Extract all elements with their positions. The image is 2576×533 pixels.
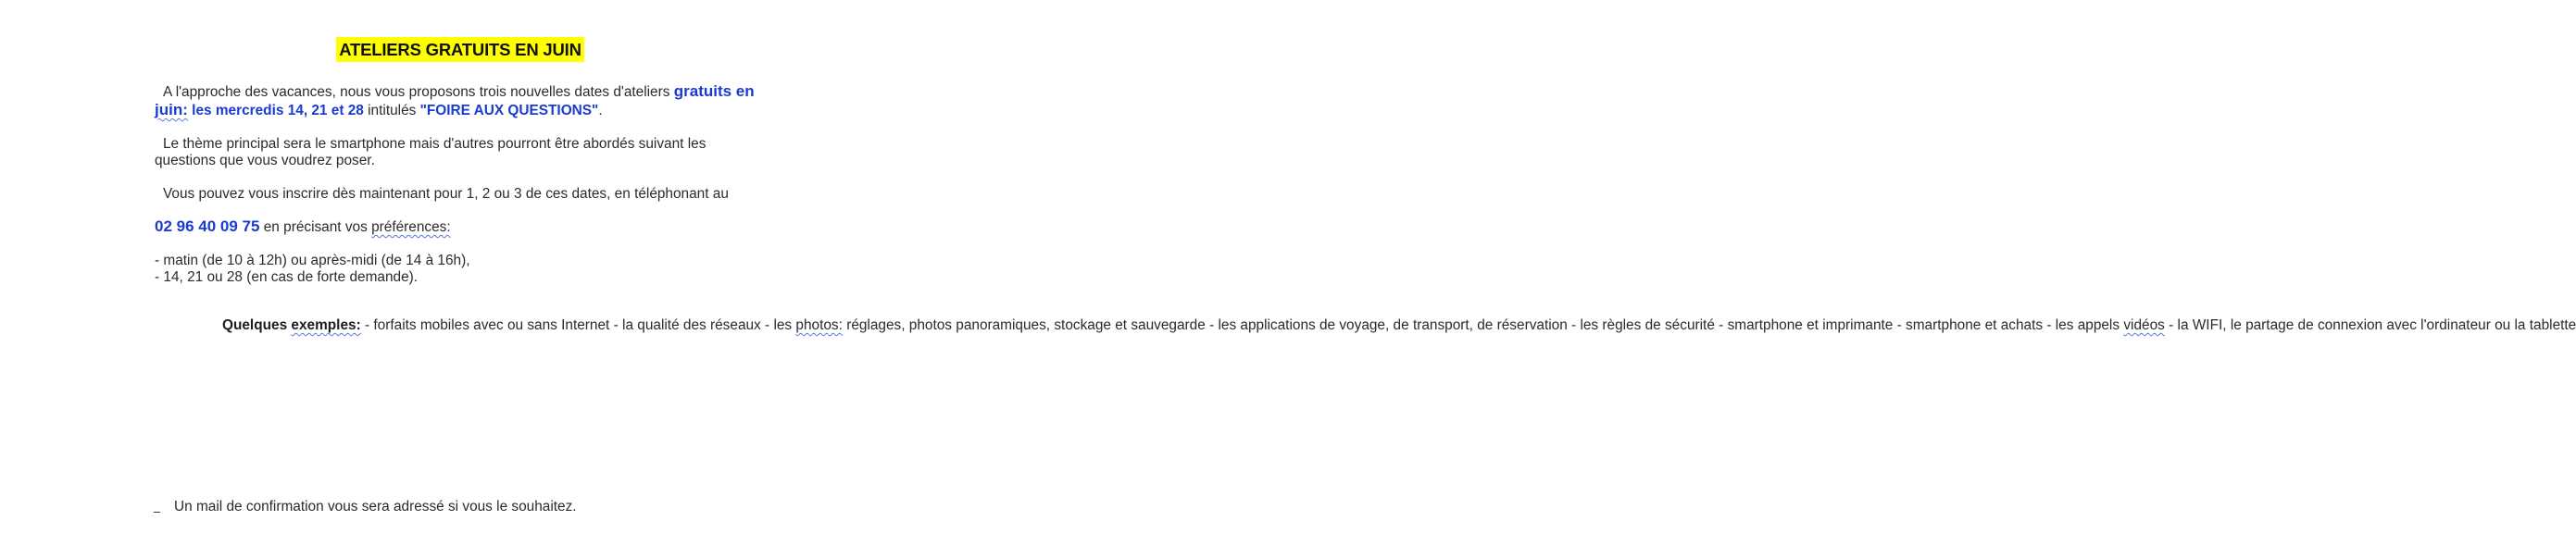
workshop-dates: les mercredis 14, 21 et 28 (192, 103, 364, 118)
list-item-prefix: - les appels (2046, 317, 2120, 333)
register-text: Vous pouvez vous inscrire dès maintenant pour 1, 2 ou 3 de ces dates, en téléphonant au (163, 186, 729, 202)
list-item: - la qualité des réseaux (613, 317, 761, 333)
examples-heading-b: exemples: (291, 317, 361, 333)
list-item: - les règles de sécurité (1571, 317, 1715, 333)
highlight-june: juin: (155, 101, 188, 118)
theme-line1: Le thème principal sera le smartphone mais d'autres pourront être abordés suivant les (163, 136, 707, 152)
preference-item: - 14, 21 ou 28 (en cas de forte demande). (155, 269, 419, 285)
preferences-word: préférences: (371, 219, 451, 235)
list-item: - smartphone et achats (1896, 317, 2044, 333)
list-item: - la WIFI, le partage de connexion avec l'ordinateur ou la tablette (2169, 317, 2576, 333)
highlight-free: gratuits en (673, 82, 755, 100)
preference-item: - matin (de 10 à 12h) ou après-midi (de 14 à 16h), (155, 253, 470, 268)
examples-heading-a: Quelques (222, 317, 288, 333)
list-item-videos: vidéos (2123, 317, 2165, 333)
phone-text: en précisant vos (263, 219, 368, 235)
list-item: - les applications de voyage, de transport, de réservation (1209, 317, 1568, 333)
list-item (2046, 317, 2169, 333)
phone-line (155, 217, 451, 236)
phone-number: 02 96 40 09 75 (155, 217, 260, 235)
theme-line2: questions que vous voudrez poser. (155, 153, 375, 168)
intro-paragraph-line2 (155, 101, 603, 119)
page-title: ATELIERS GRATUITS EN JUIN (336, 37, 584, 62)
list-item: - forfaits mobiles avec ou sans Internet (365, 317, 610, 333)
event-name: "FOIRE AUX QUESTIONS" (419, 103, 599, 118)
list-item: - smartphone et imprimante (1719, 317, 1894, 333)
period: . (598, 103, 603, 118)
named-text: intitulés (368, 103, 417, 118)
intro-paragraph-line1 (163, 82, 755, 101)
examples-heading (222, 317, 365, 333)
list-item (765, 317, 1209, 333)
intro-text: A l'approche des vacances, nous vous proposons trois nouvelles dates d'ateliers (163, 84, 670, 100)
examples-list (222, 317, 2576, 334)
closing-text: Un mail de confirmation vous sera adressé si vous le souhaitez. (174, 499, 577, 514)
list-item-photos: photos: (795, 317, 843, 333)
text-cursor-mark (154, 512, 160, 513)
list-item-rest: réglages, photos panoramiques, stockage et sauvegarde (846, 317, 1206, 333)
list-item-prefix: - les (765, 317, 793, 333)
